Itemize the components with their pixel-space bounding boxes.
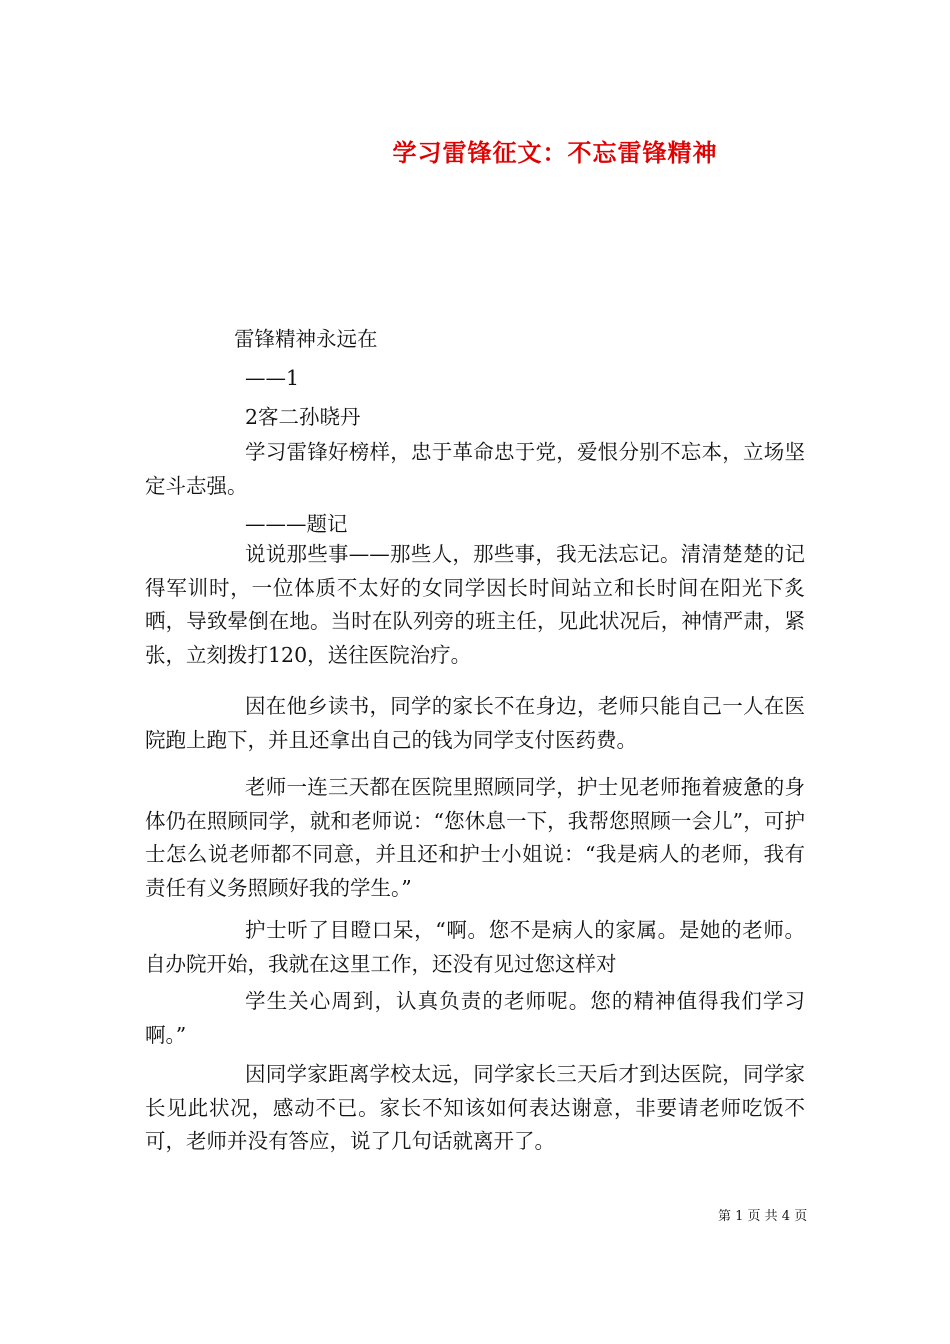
epigraph-attribution: ———题记 [245, 512, 348, 536]
paragraph-1: 说说那些事——那些人，那些事，我无法忘记。清清楚楚的记得军训时，一位体质不太好的女同学因长时间站立和长时间在阳光下炙晒，导致晕倒在地。当时在队列旁的班主任，见此状况后，神情严肃，紧张，立刻拨打120，送往医院治疗。 [145, 542, 805, 667]
document-title: 学习雷锋征文：不忘雷锋精神 [392, 138, 718, 167]
paragraph-4: 护士听了目瞪口呆，“啊。您不是病人的家属。是她的老师。自办院开始，我就在这里工作，还没有见过您这样对 [145, 918, 805, 976]
epigraph: 学习雷锋好榜样，忠于革命忠于党，爱恨分别不忘本，立场坚定斗志强。 [145, 440, 805, 498]
paragraph-6: 因同学家距离学校太远，同学家长三天后才到达医院，同学家长见此状况，感动不已。家长不知该如何表达谢意，非要请老师吃饭不可，老师并没有答应，说了几句话就离开了。 [145, 1062, 805, 1154]
paragraph-2: 因在他乡读书，同学的家长不在身边，老师只能自己一人在医院跑上跑下，并且还拿出自己的钱为同学支付医药费。 [145, 694, 805, 752]
page-number: 第 1 页 共 4 页 [718, 1209, 808, 1224]
paragraph-5: 学生关心周到，认真负责的老师呢。您的精神值得我们学习啊。” [145, 989, 805, 1047]
author-line: 2客二孙晓丹 [245, 405, 361, 429]
paragraph-3: 老师一连三天都在医院里照顾同学，护士见老师拖着疲惫的身体仍在照顾同学，就和老师说：“您休息一下，我帮您照顾一会儿”，可护士怎么说老师都不同意，并且还和护士小姐说：“我是病人的老师，我有责任有义务照顾好我的学生。” [145, 775, 805, 900]
dash-number: ——1 [245, 366, 300, 390]
subtitle: 雷锋精神永远在 [234, 327, 378, 351]
